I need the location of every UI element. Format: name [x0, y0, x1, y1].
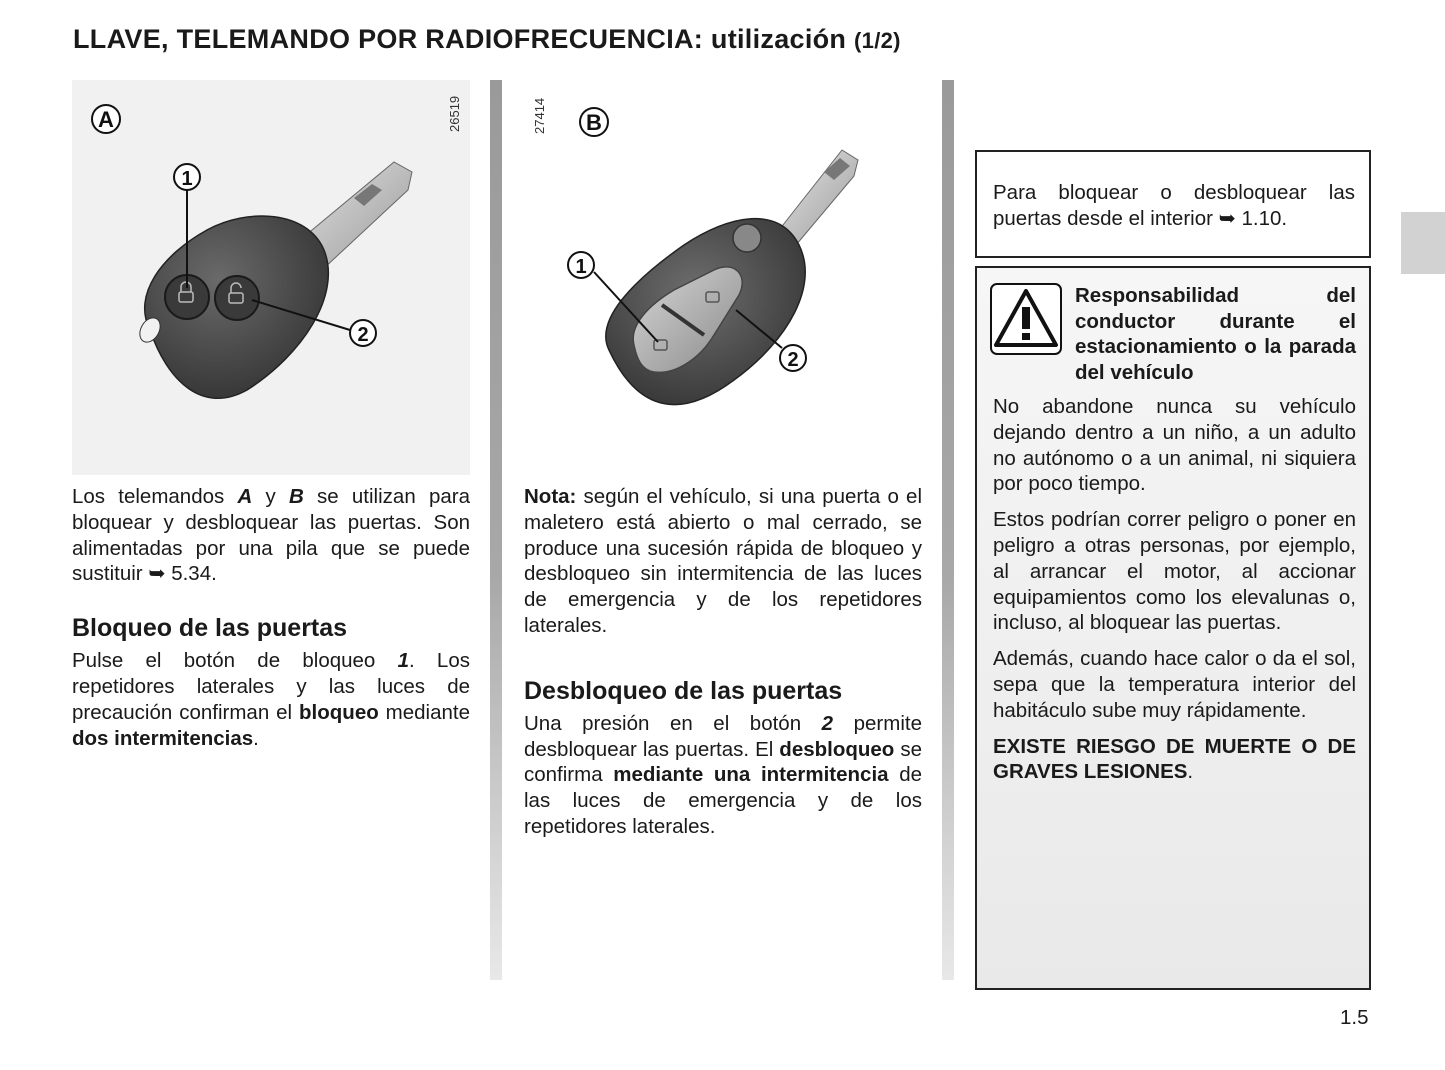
figure-key-b: [524, 80, 922, 475]
warning-triangle-icon: [990, 283, 1062, 355]
reference-arrow-icon: ➥: [148, 562, 166, 586]
locking-paragraph: Pulse el botón de bloqueo 1. Los repetidores laterales y las luces de precaución confirman el bloqueo mediante dos intermitencias.: [72, 649, 471, 750]
warning-paragraph-1: No abandone nunca su vehículo dejando dentro a un niño, a un adulto no autónomo o a un animal, ni siquiera por poco tiempo.: [993, 395, 1356, 496]
warning-body: [993, 394, 1356, 795]
figure-b-letter: B: [586, 110, 602, 135]
reference-arrow-icon: ➥: [1218, 206, 1236, 230]
figure-b-callout-1: 1: [575, 256, 587, 278]
figure-key-a: [72, 80, 470, 475]
warning-title: Responsabilidad del conductor durante el estacionamiento o la parada del vehículo: [1075, 284, 1356, 384]
info-box: [975, 150, 1371, 258]
column-divider-left: [490, 80, 502, 980]
page-number: 1.5: [1340, 1006, 1369, 1029]
figure-b-callout-2: 2: [787, 349, 799, 371]
column-middle-text: [524, 484, 922, 840]
section-tab-marker: [1401, 212, 1445, 274]
note-paragraph: Nota: según el vehículo, si una puerta o el maletero está abierto o mal cerrado, se produce una sucesión rápida de bloqueo y desbloqueo sin intermitencia de las luces de emergencia y de los repetidores laterales.: [524, 485, 922, 637]
unlocking-paragraph: Una presión en el botón 2 permite desbloquear las puertas. El desbloqueo se confirma mediante una intermitencia de las luces de emergencia y de los repetidores laterales.: [524, 711, 922, 838]
page-title: LLAVE, TELEMANDO POR RADIOFRECUENCIA: utilización (1/2): [73, 24, 901, 54]
warning-box: [975, 266, 1371, 990]
intro-paragraph: Los telemandos A y B se utilizan para bloquear y desbloquear las puertas. Son alimentadas por una pila que se puede sustituir ➥ 5.34.: [72, 485, 470, 586]
info-box-text: Para bloquear o desbloquear las puertas desde el interior ➥ 1.10.: [993, 181, 1355, 230]
figure-a-letter: A: [98, 107, 114, 132]
warning-paragraph-3: Además, cuando hace calor o da el sol, sepa que la temperatura interior del habitáculo sube muy rápidamente.: [993, 647, 1356, 722]
column-divider-right: [942, 80, 954, 980]
key-a-illustration: [72, 80, 470, 475]
column-left-text: [72, 484, 470, 751]
figure-a-ref-number: 26519: [447, 95, 462, 132]
key-b-illustration: [524, 80, 922, 475]
heading-unlocking: Desbloqueo de las puertas: [524, 676, 843, 705]
figure-a-callout-1: 1: [181, 168, 193, 190]
figure-a-callout-2: 2: [357, 324, 369, 346]
heading-locking: Bloqueo de las puertas: [72, 614, 348, 643]
warning-paragraph-4: EXISTE RIESGO DE MUERTE O DE GRAVES LESIONES.: [993, 734, 1356, 784]
warning-paragraph-2: Estos podrían correr peligro o poner en peligro a otras personas, por ejemplo, al arrancar el motor, al accionar equipamientos como los elevalunas o, incluso, al bloquear las puertas.: [993, 508, 1356, 635]
figure-b-ref-number: 27414: [532, 97, 547, 134]
